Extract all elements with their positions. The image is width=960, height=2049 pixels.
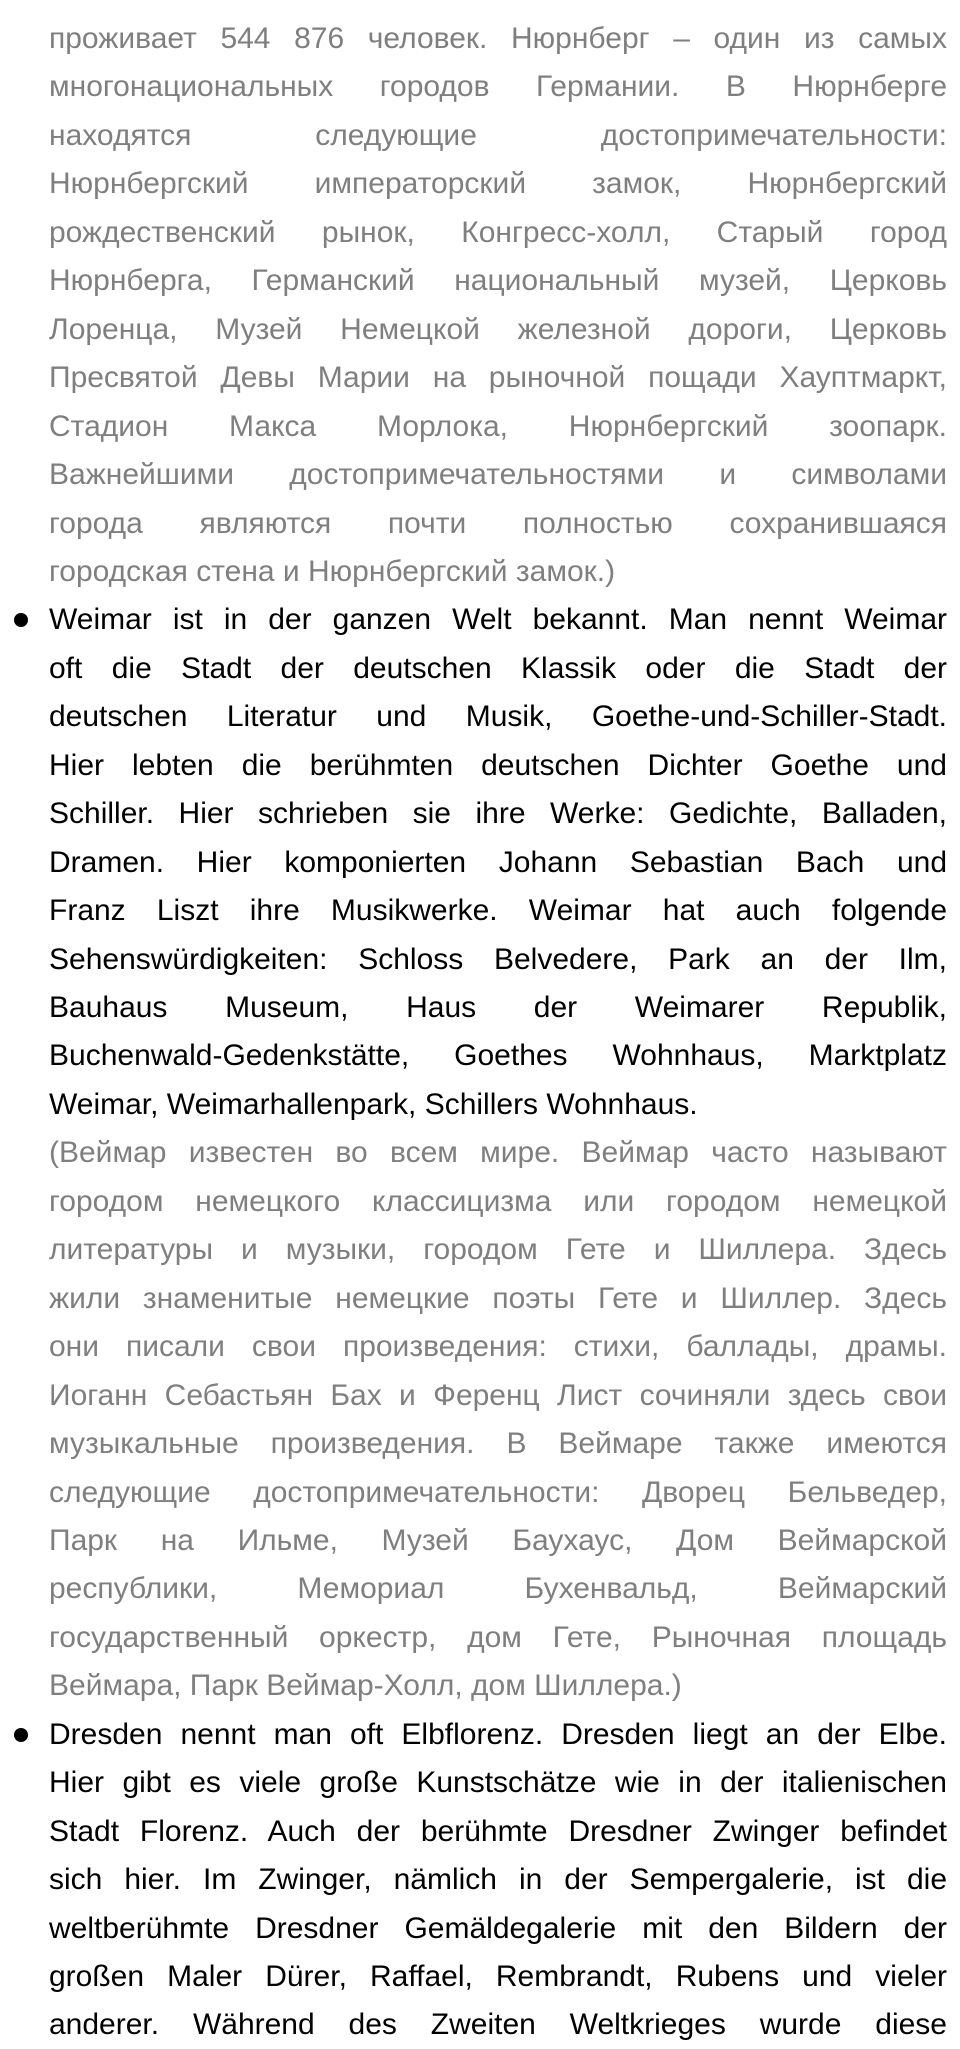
text-line: Sehenswürdigkeiten: Schloss Belvedere, Park an der Ilm, (49, 942, 947, 976)
text-line: sich hier. Im Zwinger, nämlich in der Sempergalerie, ist die (49, 1863, 947, 1897)
text-line: oft die Stadt der deutschen Klassik oder die Stadt der (49, 651, 947, 685)
text-line: проживает 544 876 человек. Нюрнберг – один из самых (49, 22, 947, 55)
text-line: Парк на Ильме, Музей Баухаус, Дом Веймарской (49, 1523, 947, 1557)
text-line: Dramen. Hier komponierten Johann Sebastian Bach und (49, 845, 947, 879)
text-line: Buchenwald-Gedenkstätte, Goethes Wohnhaus, Marktplatz (49, 1039, 947, 1073)
text-line: anderer. Während des Zweiten Weltkrieges wurde diese (49, 2008, 947, 2042)
text-line: Важнейшими достопримечательностями и символами (49, 458, 947, 492)
text-line: (Веймар известен во всем мире. Веймар часто называют (49, 1136, 947, 1170)
text-line: следующие достопримечательности: Дворец Бельведер, (49, 1475, 947, 1509)
text-line: республики, Мемориал Бухенвальд, Веймарский (49, 1572, 947, 1606)
text-line: Weimar ist in der ganzen Welt bekannt. Man nennt Weimar (49, 603, 947, 637)
text-line: государственный оркестр, дом Гете, Рыночная площадь (49, 1620, 947, 1654)
text-line: weltberühmte Dresdner Gemäldegalerie mit den Bildern der (49, 1911, 947, 1945)
text-line: музыкальные произведения. В Веймаре также имеются (49, 1427, 947, 1461)
text-line: Hier gibt es viele große Kunstschätze wie in der italienischen (49, 1766, 947, 1800)
text-line: großen Maler Dürer, Raffael, Rembrandt, Rubens und vieler (49, 1960, 947, 1993)
text-line: Hier lebten die berühmten deutschen Dichter Goethe und (49, 748, 947, 782)
text-line: Schiller. Hier schrieben sie ihre Werke: Gedichte, Balladen, (49, 797, 947, 831)
text-line: Веймара, Парк Веймар-Холл, дом Шиллера.) (49, 1669, 682, 1703)
text-line: они писали свои произведения: стихи, баллады, драмы. (49, 1330, 947, 1364)
text-line: жили знаменитые немецкие поэты Гете и Шиллер. Здесь (49, 1281, 947, 1315)
bullet-icon (14, 613, 28, 627)
text-line: находятся следующие достопримечательности: (49, 118, 947, 152)
text-line: Стадион Макса Морлока, Нюрнбергский зоопарк. (49, 409, 947, 443)
text-line: литературы и музыки, городом Гете и Шиллера. Здесь (49, 1233, 947, 1267)
text-line: Dresden nennt man oft Elbflorenz. Dresden liegt an der Elbe. (49, 1717, 947, 1751)
text-line: города являются почти полностью сохранившаяся (49, 506, 947, 540)
text-line: deutschen Literatur und Musik, Goethe-und-Schiller-Stadt. (49, 700, 947, 734)
text-line: Пресвятой Девы Марии на рыночной пощади Хауптмаркт, (49, 361, 947, 395)
text-line: городом немецкого классицизма или городом немецкой (49, 1184, 947, 1218)
text-line: Franz Liszt ihre Musikwerke. Weimar hat auch folgende (49, 894, 947, 928)
bullet-icon (14, 1728, 28, 1742)
text-line: Bauhaus Museum, Haus der Weimarer Republik, (49, 991, 947, 1024)
text-line: Stadt Florenz. Auch der berühmte Dresdner Zwinger befindet (49, 1814, 947, 1848)
text-line: Нюрнбергский императорский замок, Нюрнбергский (49, 167, 947, 201)
text-line: Нюрнберга, Германский национальный музей, Церковь (49, 264, 947, 298)
text-line: городская стена и Нюрнбергский замок.) (49, 554, 616, 588)
text-line: Weimar, Weimarhallenpark, Schillers Wohnhaus. (49, 1087, 698, 1121)
text-line: Лоренца, Музей Немецкой железной дороги, Церковь (49, 312, 947, 346)
text-line: рождественский рынок, Конгресс-холл, Старый город (49, 215, 947, 249)
text-line: Иоганн Себастьян Бах и Ференц Лист сочиняли здесь свои (49, 1378, 947, 1412)
text-line: многонациональных городов Германии. В Нюрнберге (49, 70, 947, 104)
